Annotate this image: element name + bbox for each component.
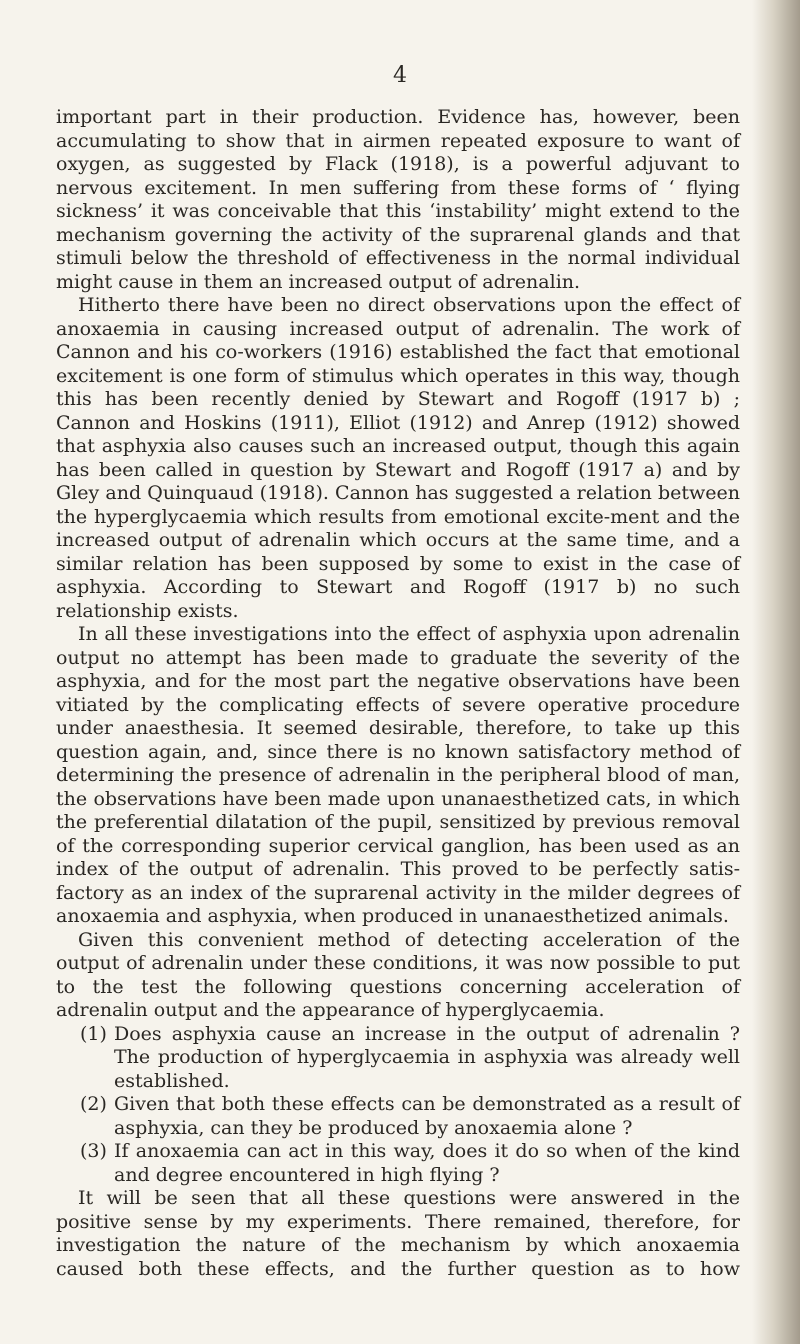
question-1 — [56, 1023, 740, 1094]
question-3 — [56, 1140, 740, 1187]
question-text: Does asphyxia cause an increase in the output of adrenalin ? The production of hyperglycaemia in asphyxia was already well established. — [114, 1022, 740, 1092]
question-2 — [56, 1093, 740, 1140]
question-text: If anoxaemia can act in this way, does it do so when of the kind and degree encountered in high flying ? — [114, 1140, 740, 1186]
question-number: (3) — [80, 1140, 107, 1162]
question-number: (1) — [80, 1022, 107, 1045]
paragraph-3: In all these investigations into the effect of asphyxia upon adrenalin output no attempt has been made to graduate the severity of the asphyxia, and for the most part the negative observations have been vitiated by the complicating effects of severe operative procedure under anaesthesia. It seemed desirable, therefore, to take up this question again, and, since there is no known satisfactory method of determining the presence of adrenalin in the peripheral blood of man, the observations have been made upon unanaesthetized cats, in which the preferential dilatation of the pupil, sensitized by previous removal of the corresponding superior cervical ganglion, has been used as an index of the output of adrenalin. This proved to be perfectly satis-factory as an index of the suprarenal activity in the milder degrees of anoxaemia and asphyxia, when produced in unanaesthetized animals. — [56, 623, 740, 927]
body-text — [56, 106, 740, 1281]
question-text: Given that both these effects can be demonstrated as a result of asphyxia, can they be produced by anoxaemia alone ? — [114, 1093, 740, 1139]
paragraph-4: Given this convenient method of detecting acceleration of the output of adrenalin under these conditions, it was now possible to put to the test the following questions concerning acceleration of adrenalin output and the appearance of hyperglycaemia. — [56, 928, 740, 1021]
paragraph-1: important part in their production. Evidence has, however, been accumulating to show that in airmen repeated exposure to want of oxygen, as suggested by Flack (1918), is a powerful adjuvant to nervous excitement. In men suffering from these forms of ‘ flying sickness’ it was conceivable that this ‘instability’ might extend to the mechanism governing the activity of the suprarenal glands and that stimuli below the threshold of effectiveness in the normal individual might cause in them an increased output of adrenalin. — [56, 106, 740, 293]
page-edge-shadow — [752, 0, 800, 1344]
question-number: (2) — [80, 1093, 107, 1115]
page-number: 4 — [393, 63, 407, 88]
closing-paragraph: It will be seen that all these questions were answered in the positive sense by my experiments. There remained, therefore, for investigation the nature of the mechanism by which anoxaemia caused both these effects, and the further question as to how — [56, 1187, 740, 1280]
paragraph-2: Hitherto there have been no direct observations upon the effect of anoxaemia in causing increased output of adrenalin. The work of Cannon and his co-workers (1916) established the fact that emotional excitement is one form of stimulus which operates in this way, though this has been recently denied by Stewart and Rogoff (1917 b) ; Cannon and Hoskins (1911), Elliot (1912) and Anrep (1912) showed that asphyxia also causes such an increased output, though this again has been called in question by Stewart and Rogoff (1917 a) and by Gley and Quinquaud (1918). Cannon has suggested a relation between the hyperglycaemia which results from emotional excite-ment and the increased output of adrenalin which occurs at the same time, and a similar relation has been supposed by some to exist in the case of asphyxia. According to Stewart and Rogoff (1917 b) no such relationship exists. — [56, 294, 740, 622]
